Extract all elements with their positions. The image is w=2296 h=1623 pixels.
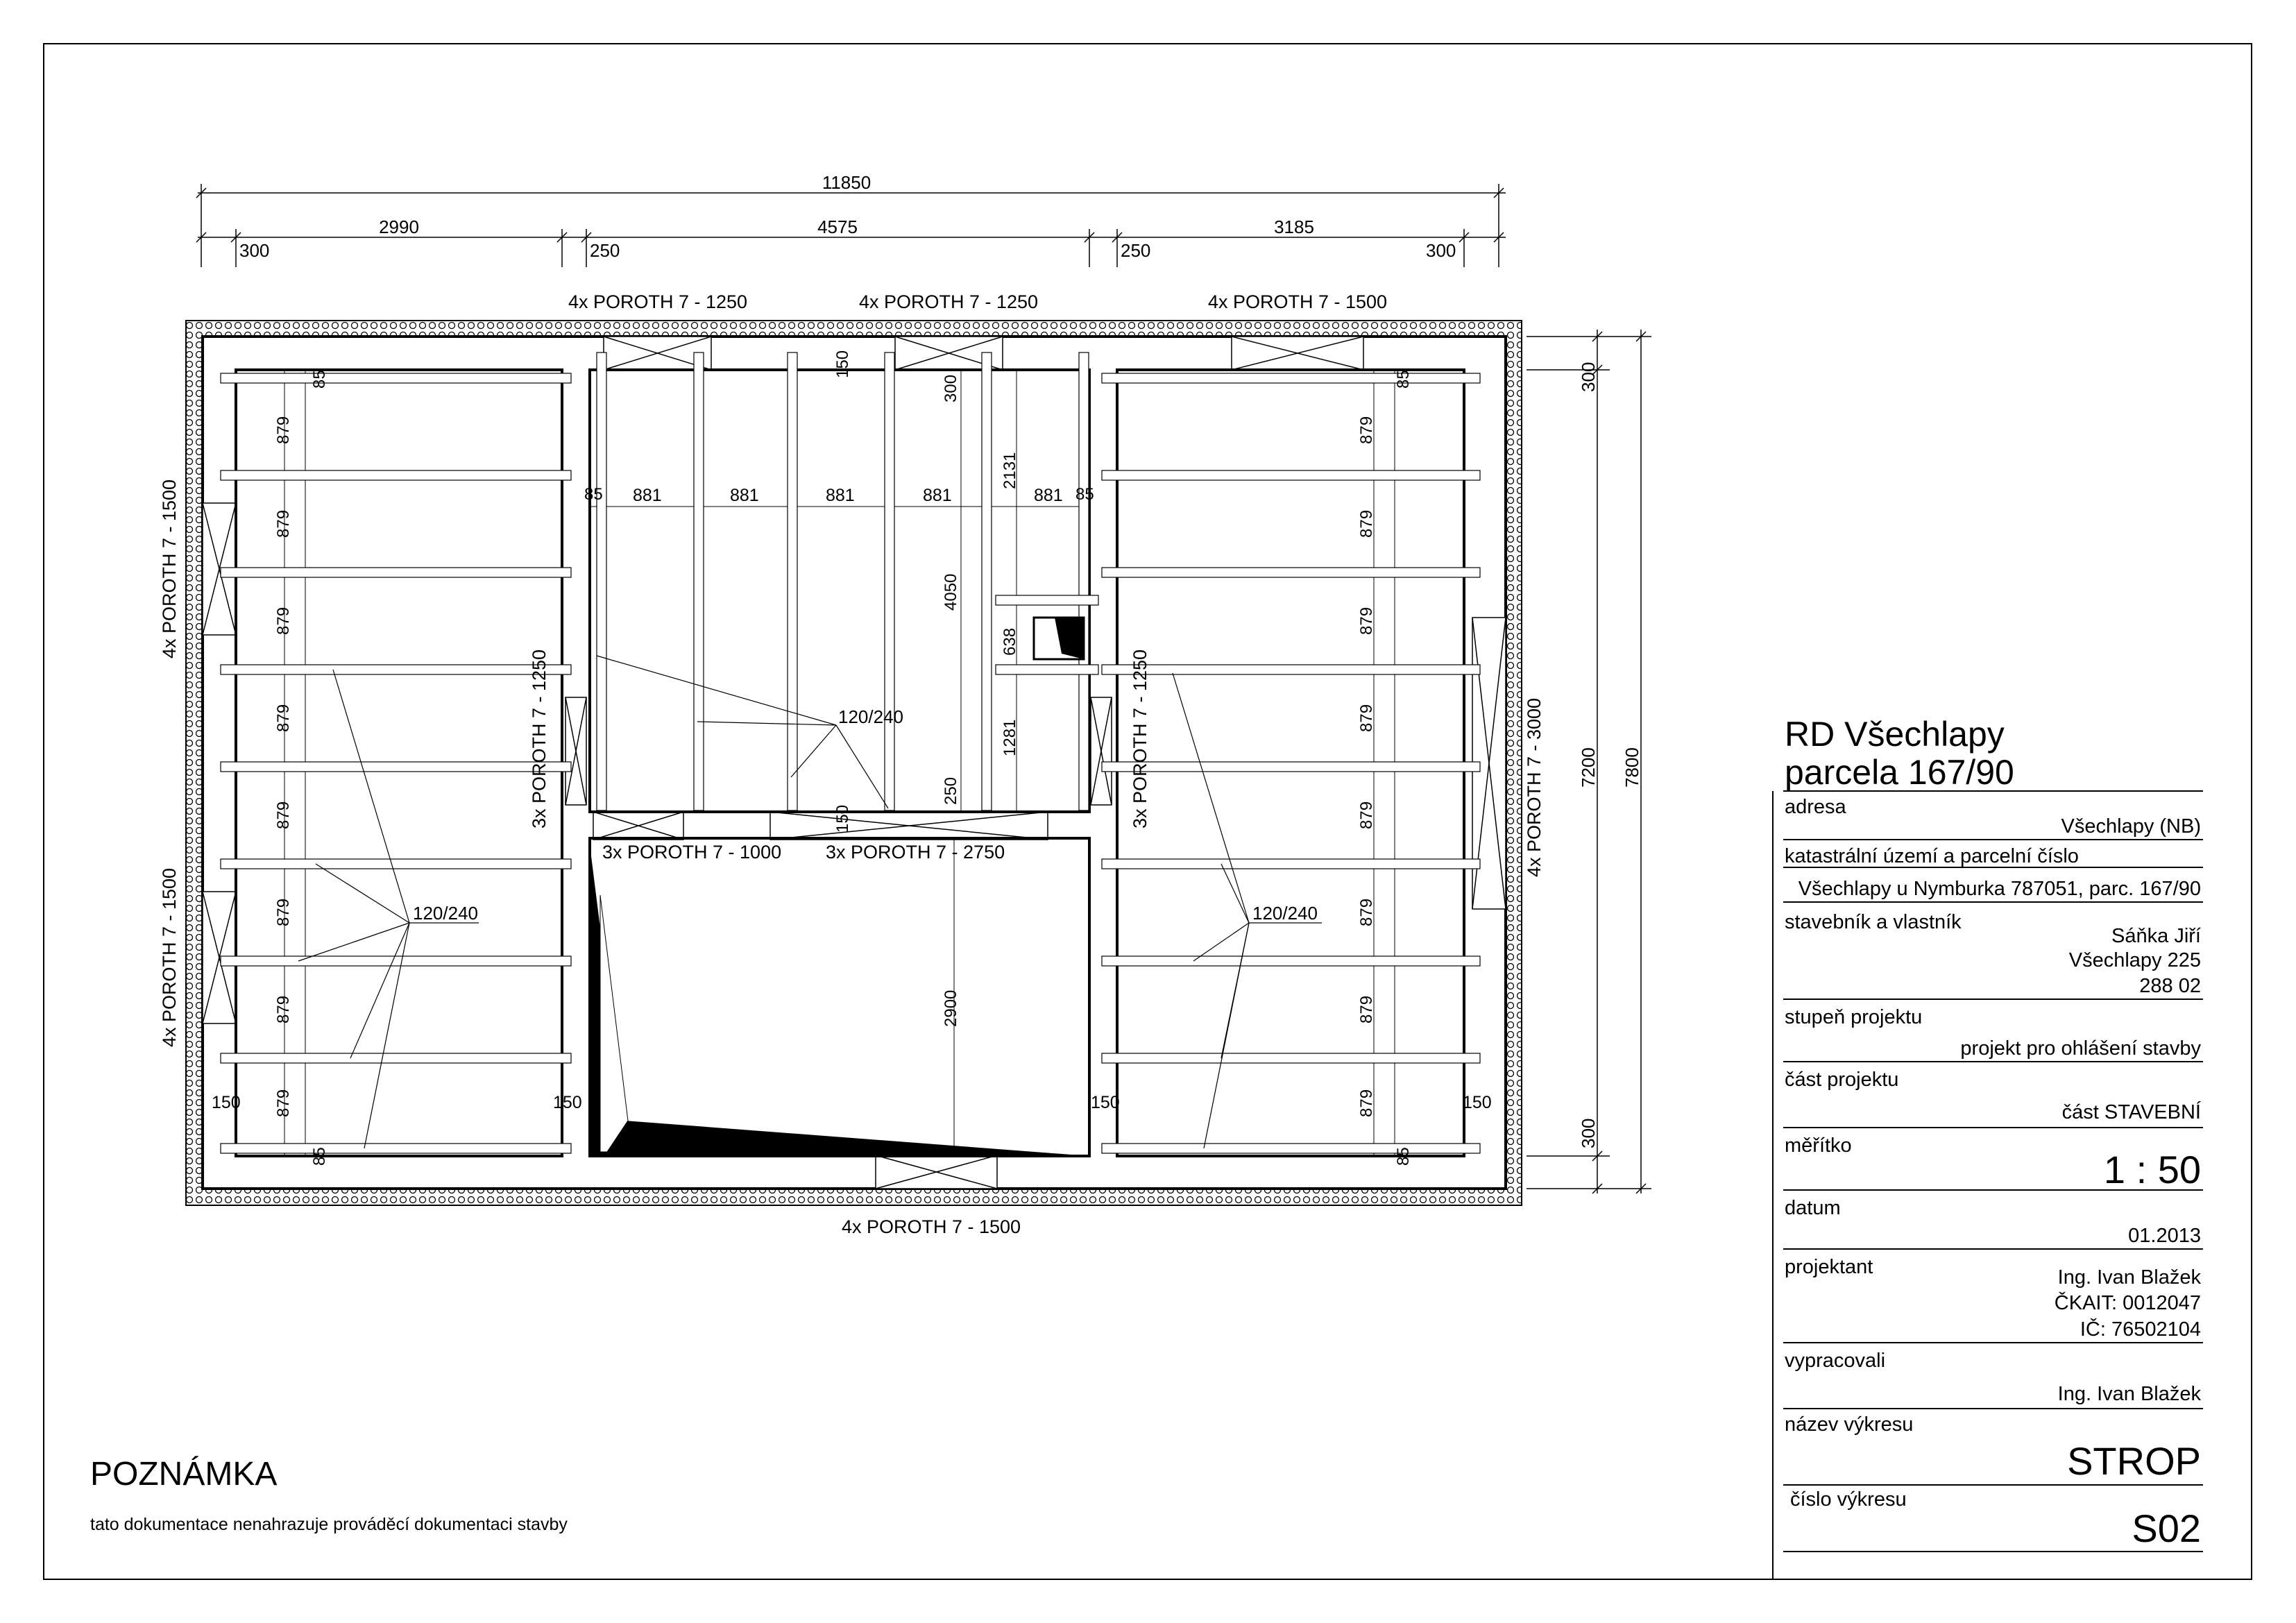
dim-right-879-1: 879 [1357, 416, 1376, 444]
dim-right-85-top: 85 [1394, 370, 1413, 389]
dim-right-top: 300 [1578, 362, 1599, 392]
dim-left-879-3: 879 [274, 606, 293, 635]
drawn-value: Ing. Ivan Blažek [2057, 1383, 2201, 1405]
dim-mid-881-4: 881 [923, 486, 952, 505]
dim-right-inner: 7200 [1578, 747, 1599, 788]
dim-right-879-5: 879 [1357, 801, 1376, 829]
dim-mid-638: 638 [1001, 627, 1019, 656]
date-label: datum [1785, 1197, 1841, 1219]
cadastre-value: Všechlapy u Nymburka 787051, parc. 167/90 [1798, 878, 2201, 900]
scale-label: měřítko [1785, 1135, 1852, 1157]
dim-mid-881-2: 881 [730, 486, 759, 505]
cadastre-label: katastrální území a parcelní číslo [1785, 845, 2079, 867]
dim-sub-3: 250 [1121, 240, 1151, 261]
beam-label-middle: 120/240 [838, 706, 903, 727]
drawing-no-value: S02 [2132, 1506, 2201, 1550]
owner-zip: 288 02 [2139, 975, 2201, 997]
dim-mid-250: 250 [942, 776, 960, 805]
dim-right-879-3: 879 [1357, 606, 1376, 635]
designer-ckait: ČKAIT: 0012047 [2054, 1292, 2201, 1314]
dim-left-879-1: 879 [274, 416, 293, 444]
stage-value: projekt pro ohlášení stavby [1960, 1037, 2201, 1060]
lintel-bottom: 4x POROTH 7 - 1500 [841, 1216, 1021, 1237]
dim-mid-2900: 2900 [942, 989, 960, 1027]
dim-left-879-7: 879 [274, 995, 293, 1023]
stage-label: stupeň projektu [1785, 1006, 1923, 1028]
dim-segment-3: 3185 [1274, 216, 1314, 237]
owner-label: stavebník a vlastník [1785, 911, 1962, 933]
address-value: Všechlapy (NB) [2061, 815, 2201, 838]
part-label: část projektu [1785, 1069, 1899, 1091]
dim-mid-85-left: 85 [584, 485, 603, 504]
dim-right-150-a: 150 [1091, 1093, 1120, 1112]
lintel-inner-left: 3x POROTH 7 - 1250 [529, 649, 550, 829]
lintel-mid-right: 3x POROTH 7 - 2750 [826, 842, 1005, 863]
dim-left-879-4: 879 [274, 704, 293, 732]
dim-left-879-8: 879 [274, 1089, 293, 1117]
dim-sub-4: 300 [1426, 240, 1456, 261]
dim-segment-2: 4575 [817, 216, 858, 237]
dim-left-150-b: 150 [553, 1093, 582, 1112]
dim-right-879-6: 879 [1357, 898, 1376, 926]
designer-name: Ing. Ivan Blažek [2057, 1266, 2201, 1289]
drawing-name-value: STROP [2067, 1439, 2201, 1483]
lintel-top-left: 4x POROTH 7 - 1250 [568, 291, 748, 312]
drawing-no-label: číslo výkresu [1790, 1488, 1907, 1511]
dim-sub-2: 250 [590, 240, 620, 261]
lintel-left-lower: 4x POROTH 7 - 1500 [159, 867, 180, 1048]
dim-left-879-2: 879 [274, 509, 293, 538]
dim-segment-1: 2990 [379, 216, 419, 237]
dim-mid-881-3: 881 [826, 486, 855, 505]
dim-mid-1281: 1281 [1001, 719, 1019, 756]
address-label: adresa [1785, 796, 1846, 818]
dim-right-outer: 7800 [1622, 747, 1642, 788]
note-heading: POZNÁMKA [90, 1456, 278, 1493]
project-name: RD Všechlapy [1785, 715, 2005, 754]
dim-left-879-6: 879 [274, 898, 293, 926]
dim-left-879-5: 879 [274, 801, 293, 829]
owner-name: Sáňka Jiří [2111, 925, 2201, 947]
dim-right-150-b: 150 [1463, 1093, 1492, 1112]
dim-right-879-7: 879 [1357, 995, 1376, 1023]
dim-left-85-top: 85 [310, 370, 329, 389]
lintel-mid-left: 3x POROTH 7 - 1000 [602, 842, 782, 863]
dim-mid-881-5: 881 [1034, 486, 1063, 505]
dim-left-150-a: 150 [212, 1093, 241, 1112]
dim-right-bottom: 300 [1578, 1118, 1599, 1148]
lintel-inner-right: 3x POROTH 7 - 1250 [1130, 649, 1150, 829]
lintel-top-mid: 4x POROTH 7 - 1250 [858, 291, 1039, 312]
part-value: část STAVEBNÍ [2061, 1101, 2201, 1123]
dim-overall-width: 11850 [822, 172, 871, 193]
scale-value: 1 : 50 [2103, 1148, 2201, 1191]
beam-label-right: 120/240 [1252, 903, 1318, 924]
lintel-right: 4x POROTH 7 - 3000 [1524, 697, 1545, 878]
drawn-label: vypracovali [1785, 1350, 1886, 1372]
dim-sub-1: 300 [239, 240, 270, 261]
project-parcel: parcela 167/90 [1785, 753, 2014, 792]
drawing-name-label: název výkresu [1785, 1413, 1914, 1436]
designer-ic: IČ: 76502104 [2080, 1318, 2201, 1341]
dim-mid-2131: 2131 [1001, 452, 1019, 489]
dim-mid-85-right: 85 [1075, 485, 1094, 504]
dim-mid-881-1: 881 [633, 486, 662, 505]
dim-mid-150-top: 150 [833, 350, 852, 378]
dim-mid-300: 300 [942, 374, 960, 402]
designer-label: projektant [1785, 1256, 1873, 1278]
date-value: 01.2013 [2128, 1225, 2201, 1247]
owner-street: Všechlapy 225 [2068, 949, 2201, 971]
dim-right-879-8: 879 [1357, 1089, 1376, 1117]
note-text: tato dokumentace nenahrazuje prováděcí dokumentaci stavby [90, 1515, 568, 1534]
dim-right-85-bottom: 85 [1394, 1147, 1413, 1166]
beam-label-left: 120/240 [413, 903, 478, 924]
lintel-top-right: 4x POROTH 7 - 1500 [1207, 291, 1388, 312]
dim-left-85-bottom: 85 [310, 1147, 329, 1166]
dim-right-879-4: 879 [1357, 704, 1376, 732]
lintel-left-upper: 4x POROTH 7 - 1500 [159, 479, 180, 659]
dim-mid-150-bottom: 150 [833, 804, 852, 833]
dim-right-879-2: 879 [1357, 509, 1376, 538]
dim-mid-4050: 4050 [942, 573, 960, 611]
